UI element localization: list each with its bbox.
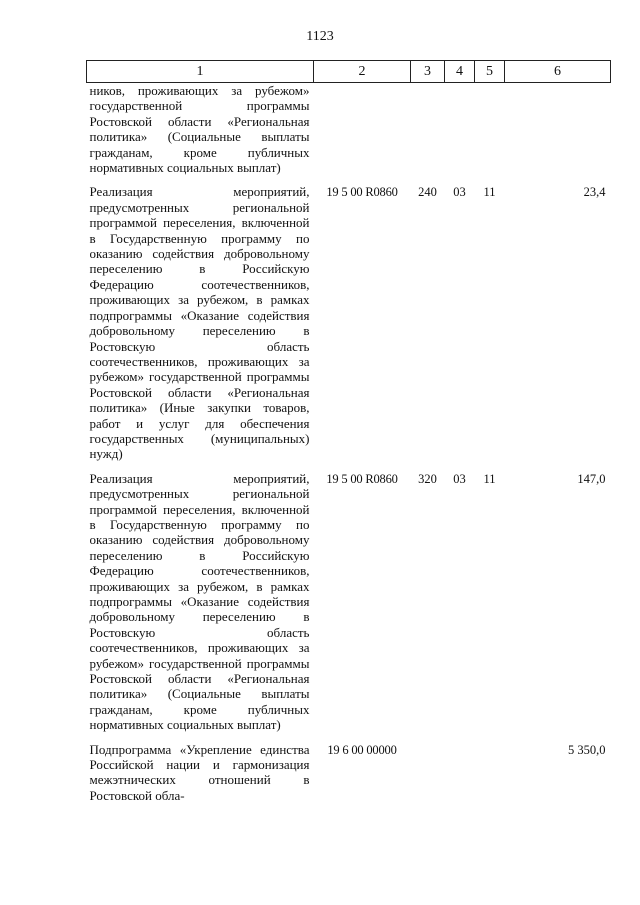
header-col-3: 3	[411, 61, 445, 83]
row-sum: 147,0	[577, 471, 606, 486]
page-number: 1123	[306, 29, 334, 44]
row-target-code: 19 5 00 R0860	[326, 185, 398, 200]
row-gap	[87, 462, 611, 471]
row-expense-type	[411, 83, 445, 176]
table-row	[87, 471, 611, 733]
row-gap	[87, 733, 611, 742]
budget-table	[86, 60, 611, 803]
table-body	[87, 83, 611, 804]
gap-cell	[87, 733, 611, 742]
row-sum: 23,4	[583, 185, 606, 200]
row-expense-type	[411, 742, 445, 804]
row-gap	[87, 175, 611, 184]
row-subsection: 11	[483, 185, 496, 200]
header-row	[87, 61, 611, 83]
header-col-1: 1	[87, 61, 314, 83]
row-description: Подпрограмма «Укрепление единства Российской нации и гармонизация межэтнических отношений в Ростовской обла-	[89, 741, 310, 803]
table-row	[87, 83, 611, 176]
row-description: Реализация мероприятий, предусмотренных региональной программой переселения, включенной в Государственную программу по оказанию содействия добровольному переселению в Российскую Федерацию соотечественников, проживающих за рубежом, в рамках подпрограммы «Оказание содействия добровольному переселению в Ростовскую область соотечественников, проживающих за рубежом» государственной программы Ростовской области «Региональная политика» (Иные закупки товаров, работ и услуг для обеспечения государственных (муниципальных) нужд)	[89, 184, 310, 462]
row-subsection	[475, 742, 505, 804]
gap-cell	[87, 462, 611, 471]
row-section: 03	[453, 185, 466, 200]
table-header	[87, 61, 611, 83]
row-target-code: 19 5 00 R0860	[326, 471, 398, 486]
row-subsection: 11	[483, 471, 496, 486]
row-description: ников, проживающих за рубежом» государственной программы Ростовской области «Региональная политика» (Социальные выплаты гражданам, кроме публичных нормативных социальных выплат)	[89, 83, 310, 176]
header-col-2: 2	[314, 61, 411, 83]
header-col-6: 6	[505, 61, 611, 83]
table-row	[87, 184, 611, 461]
table-row	[87, 742, 611, 804]
row-description: Реализация мероприятий, предусмотренных региональной программой переселения, включенной в Государственную программу по оказанию содействия добровольному переселению в Российскую Федерацию соотечественников, проживающих за рубежом, в рамках подпрограммы «Оказание содействия добровольному переселению в Ростовскую область соотечественников, проживающих за рубежом» государственной программы Ростовской области «Региональная политика» (Социальные выплаты гражданам, кроме публичных нормативных социальных выплат)	[89, 470, 310, 733]
row-sum	[505, 83, 611, 176]
row-target-code: 19 6 00 00000	[327, 742, 397, 757]
row-sum: 5 350,0	[568, 742, 606, 757]
header-col-5: 5	[475, 61, 505, 83]
gap-cell	[87, 175, 611, 184]
header-col-4: 4	[445, 61, 475, 83]
row-section	[445, 83, 475, 176]
row-expense-type: 240	[418, 185, 437, 200]
row-target-code	[314, 83, 411, 176]
row-subsection	[475, 83, 505, 176]
row-section	[445, 742, 475, 804]
row-expense-type: 320	[418, 471, 437, 486]
row-section: 03	[453, 471, 466, 486]
